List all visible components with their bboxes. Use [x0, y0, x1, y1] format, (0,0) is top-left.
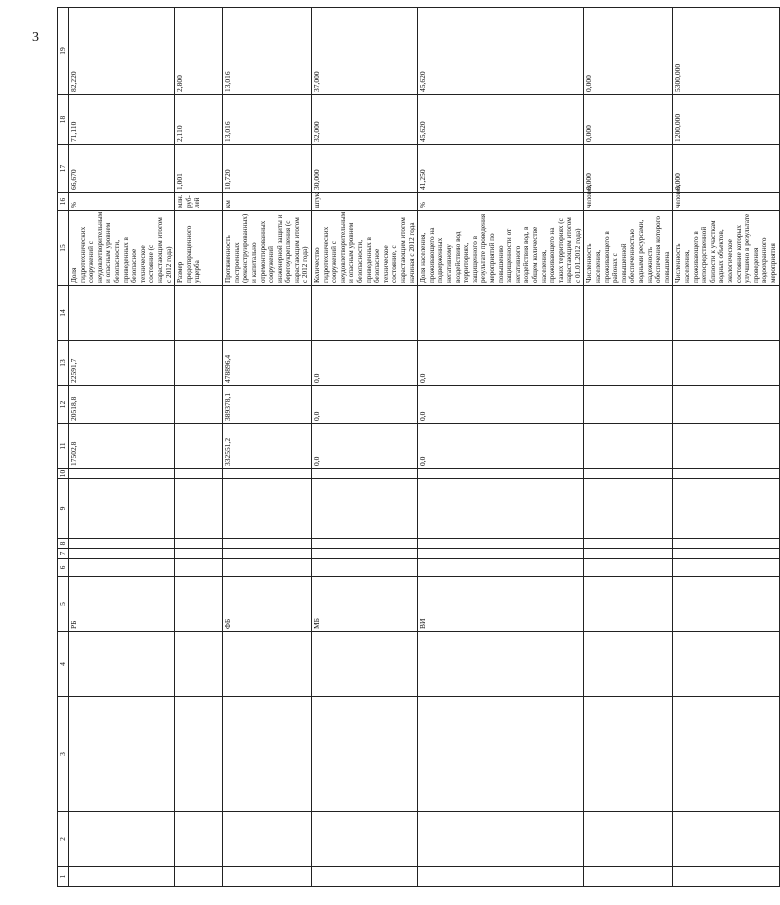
cell-c12: [584, 386, 673, 424]
cell-indicator: Численность населения, проживающего в непосредственной близости к участкам водных объектов, экологическое состояние которых улучшено в результате проведения водоохранного мероприятия: [673, 211, 779, 286]
cell-source: ВИ: [418, 577, 584, 632]
column-number-row: [58, 8, 69, 887]
cell-c13: [673, 341, 779, 386]
table-row: [418, 8, 584, 887]
column-number: 18: [58, 95, 69, 145]
cell-unit: км: [223, 193, 312, 211]
cell-unit: млн. руб-лей: [175, 193, 223, 211]
empty-cell: [223, 469, 312, 479]
cell-source: РБ: [69, 577, 175, 632]
cell-indicator: Доля гидротехнических сооружений с неудовлетворительным и опасным уровнем безопасности, приведенных в безопасное техническое состояние (с нарастающим итогом с 2012 года): [69, 211, 175, 286]
rotated-table-sheet: [57, 8, 777, 887]
cell-c18: 0,000: [584, 95, 673, 145]
cell-c18: 45,620: [418, 95, 584, 145]
empty-cell: [223, 697, 312, 812]
cell-unit: %: [69, 193, 175, 211]
empty-cell: [223, 867, 312, 887]
program-indicators-table: [57, 7, 780, 887]
column-number: 3: [58, 697, 69, 812]
table-row: [223, 8, 312, 887]
empty-cell: [312, 539, 418, 549]
empty-cell: [418, 539, 584, 549]
empty-cell: [223, 812, 312, 867]
cell-source: [584, 577, 673, 632]
column-number: 4: [58, 632, 69, 697]
empty-cell: [584, 479, 673, 539]
cell-c18: 32,000: [312, 95, 418, 145]
empty-cell: [69, 559, 175, 577]
empty-cell: [69, 549, 175, 559]
empty-cell: [223, 479, 312, 539]
cell-c12: [175, 386, 223, 424]
empty-cell: [69, 867, 175, 887]
empty-cell: [69, 697, 175, 812]
page-number: 3: [32, 30, 39, 45]
cell-indicator: Размер предотвращенного ущерба: [175, 211, 223, 286]
table-row: [584, 8, 673, 887]
empty-cell: [69, 286, 175, 341]
table-row: [673, 8, 779, 887]
cell-c13: [584, 341, 673, 386]
empty-cell: [312, 549, 418, 559]
empty-cell: [312, 867, 418, 887]
empty-cell: [175, 632, 223, 697]
column-number: 2: [58, 812, 69, 867]
empty-cell: [584, 697, 673, 812]
empty-cell: [175, 286, 223, 341]
empty-cell: [673, 632, 779, 697]
empty-cell: [175, 469, 223, 479]
empty-cell: [584, 559, 673, 577]
column-number: 8: [58, 539, 69, 549]
cell-source: [673, 577, 779, 632]
cell-c18: 71,110: [69, 95, 175, 145]
cell-c18: 2,110: [175, 95, 223, 145]
empty-cell: [584, 812, 673, 867]
empty-cell: [673, 539, 779, 549]
cell-c11: 0,0: [418, 424, 584, 469]
empty-cell: [175, 812, 223, 867]
column-number: 17: [58, 145, 69, 193]
column-number: 12: [58, 386, 69, 424]
empty-cell: [584, 539, 673, 549]
cell-c17: 10,720: [223, 145, 312, 193]
empty-cell: [584, 632, 673, 697]
column-number: 16: [58, 193, 69, 211]
cell-c13: 478896,4: [223, 341, 312, 386]
cell-indicator: Количество гидротехнических сооружений с неудовлетворительным и опасным уровнем безопасности, приведенных в безопасное техническое состояние, с нарастающим итогом начиная с 2012 года: [312, 211, 418, 286]
empty-cell: [673, 559, 779, 577]
cell-c12: 389378,1: [223, 386, 312, 424]
empty-cell: [673, 286, 779, 341]
cell-unit: %: [418, 193, 584, 211]
empty-cell: [312, 559, 418, 577]
column-number: 14: [58, 286, 69, 341]
cell-c11: [673, 424, 779, 469]
empty-cell: [418, 479, 584, 539]
empty-cell: [673, 697, 779, 812]
empty-cell: [673, 479, 779, 539]
empty-cell: [312, 469, 418, 479]
empty-cell: [673, 469, 779, 479]
empty-cell: [175, 539, 223, 549]
column-number: 9: [58, 479, 69, 539]
empty-cell: [223, 286, 312, 341]
empty-cell: [418, 632, 584, 697]
empty-cell: [223, 549, 312, 559]
column-number: 6: [58, 559, 69, 577]
cell-c11: 332551,2: [223, 424, 312, 469]
empty-cell: [312, 479, 418, 539]
cell-c19: 37,000: [312, 8, 418, 95]
column-number: 10: [57, 469, 67, 478]
empty-cell: [418, 559, 584, 577]
empty-cell: [584, 549, 673, 559]
cell-c11: [175, 424, 223, 469]
empty-cell: [69, 812, 175, 867]
cell-c19: 13,016: [223, 8, 312, 95]
empty-cell: [418, 469, 584, 479]
cell-c19: 5300,000: [673, 8, 779, 95]
cell-c19: 2,800: [175, 8, 223, 95]
cell-c12: [673, 386, 779, 424]
cell-c12: 0,0: [312, 386, 418, 424]
column-number: 19: [58, 8, 69, 95]
cell-c17: 1,001: [175, 145, 223, 193]
cell-c17: 0,000: [673, 145, 779, 193]
table-row: [69, 8, 175, 887]
empty-cell: [673, 549, 779, 559]
cell-c17: 0,000: [584, 145, 673, 193]
empty-cell: [312, 812, 418, 867]
cell-c11: 17502,8: [69, 424, 175, 469]
cell-source: [175, 577, 223, 632]
empty-cell: [584, 867, 673, 887]
empty-cell: [418, 867, 584, 887]
empty-cell: [69, 632, 175, 697]
empty-cell: [418, 549, 584, 559]
cell-c11: [584, 424, 673, 469]
empty-cell: [673, 812, 779, 867]
empty-cell: [69, 479, 175, 539]
cell-c13: 0,0: [418, 341, 584, 386]
empty-cell: [418, 697, 584, 812]
empty-cell: [175, 697, 223, 812]
empty-cell: [418, 812, 584, 867]
empty-cell: [312, 697, 418, 812]
empty-cell: [673, 867, 779, 887]
cell-c17: 41,250: [418, 145, 584, 193]
column-number: 15: [58, 211, 69, 286]
cell-c13: 22591,7: [69, 341, 175, 386]
column-number: 13: [58, 341, 69, 386]
cell-source: ФБ: [223, 577, 312, 632]
cell-indicator: Протяженность построенных (реконструированных) и капитально отремонтированных сооружений инженерной защиты и берегоукрепления (с нарастающим итогом с 2012 года): [223, 211, 312, 286]
table-row: [175, 8, 223, 887]
empty-cell: [312, 286, 418, 341]
cell-c17: 30,000: [312, 145, 418, 193]
empty-cell: [175, 559, 223, 577]
cell-c11: 0,0: [312, 424, 418, 469]
cell-c12: 0,0: [418, 386, 584, 424]
empty-cell: [175, 867, 223, 887]
cell-unit: человек: [584, 193, 673, 211]
cell-c18: 13,016: [223, 95, 312, 145]
empty-cell: [312, 632, 418, 697]
cell-c17: 66,670: [69, 145, 175, 193]
empty-cell: [584, 286, 673, 341]
cell-c12: 20518,8: [69, 386, 175, 424]
column-number: 11: [58, 424, 69, 469]
cell-indicator: Доля населения, проживающего на подверженных негативному воздействию вод территориях, защищенного в результате проведения мероприятий по повышению защищенности от негативного воздействия вод, в общем количестве населения, проживающего на таких территориях (с нарастающим итогом с 01.01.2012 года): [418, 211, 584, 286]
column-number: 7: [58, 549, 69, 559]
cell-indicator: Численность населения, проживающего в районах с повышенной обеспеченностью водными ресурсами, надежность обеспечения которого повышена: [584, 211, 673, 286]
cell-c13: 0,0: [312, 341, 418, 386]
cell-unit: штук: [312, 193, 418, 211]
cell-c13: [175, 341, 223, 386]
empty-cell: [418, 286, 584, 341]
column-number: 5: [58, 577, 69, 632]
empty-cell: [584, 469, 673, 479]
cell-c19: 82,220: [69, 8, 175, 95]
empty-cell: [223, 559, 312, 577]
cell-unit: человек: [673, 193, 779, 211]
cell-c18: 1200,000: [673, 95, 779, 145]
empty-cell: [69, 469, 175, 479]
empty-cell: [223, 539, 312, 549]
empty-cell: [175, 479, 223, 539]
empty-cell: [69, 539, 175, 549]
cell-c19: 0,000: [584, 8, 673, 95]
empty-cell: [175, 549, 223, 559]
cell-source: МБ: [312, 577, 418, 632]
column-number: 1: [58, 867, 69, 887]
empty-cell: [223, 632, 312, 697]
cell-c19: 45,620: [418, 8, 584, 95]
table-row: [312, 8, 418, 887]
